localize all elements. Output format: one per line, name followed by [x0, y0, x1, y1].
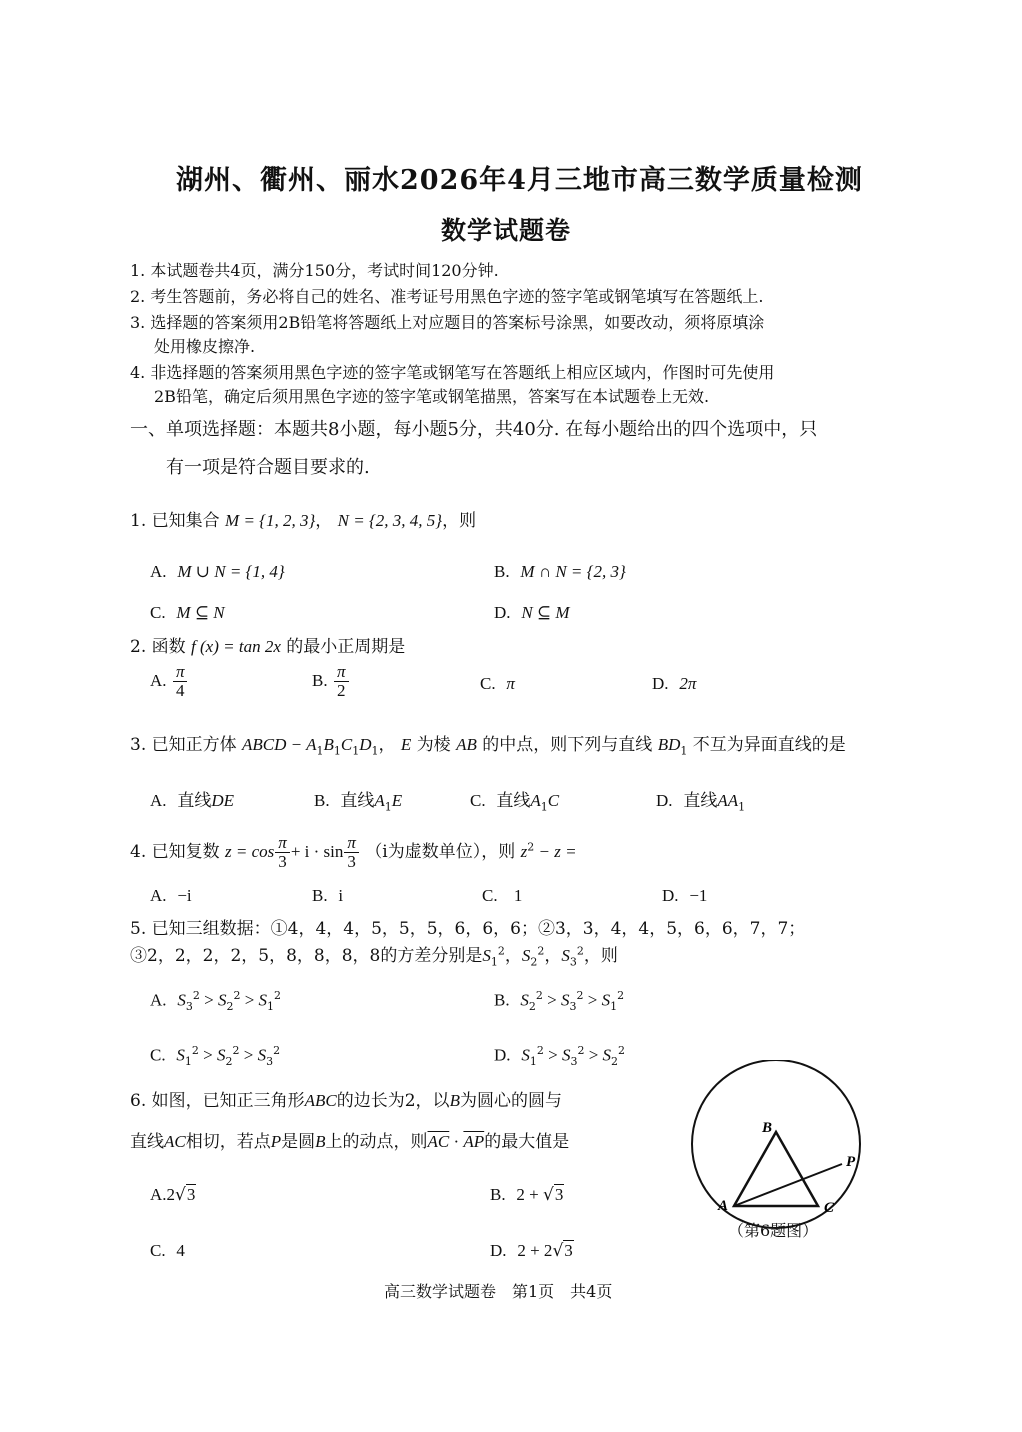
q3-option-a[interactable]: A. 直线DE — [150, 791, 235, 811]
note-1: 1. 本试题卷共4页，满分150分，考试时间120分钟. — [130, 261, 499, 280]
note-3-cont: 处用橡皮擦净. — [154, 337, 256, 356]
q4-option-d[interactable]: D. −1 — [662, 886, 708, 905]
section-heading-cont: 有一项是符合题目要求的. — [166, 457, 370, 478]
q1-stem: 1. 已知集合 M = {1, 2, 3}， N = {2, 3, 4, 5}，则 — [130, 511, 477, 531]
q5-stem-line1: 5. 已知三组数据：①4，4，4，5，5，5，6，6，6；②3，3，4，4，5，6，6，7，7； — [130, 919, 806, 939]
page-footer: 高三数学试题卷 第1页 共4页 — [384, 1282, 613, 1301]
note-4: 4. 非选择题的答案须用黑色字迹的签字笔或钢笔写在答题纸上相应区域内，作图时可先使用 — [130, 363, 775, 382]
q6-option-a[interactable]: A.2√3 — [150, 1185, 196, 1205]
q3-stem: 3. 已知正方体 ABCD − $A_1B_1C_1D_1$， E 为棱 AB 的中点，则下列与直线 $BD_1$ 不互为异面直线的是 — [130, 735, 846, 758]
q2-option-a[interactable]: A. $\frac{\pi}{4}$ — [150, 663, 188, 700]
q6-stem-line1: 6. 如图，已知正三角形ABC的边长为2，以B为圆心的圆与 — [130, 1091, 562, 1111]
q5-option-c[interactable]: C. $S_1^2 > S_2^2 > S_3^2$ — [150, 1044, 281, 1069]
q4-option-b[interactable]: B. i — [312, 886, 344, 905]
note-2: 2. 考生答题前，务必将自己的姓名、准考证号用黑色字迹的签字笔或钢笔填写在答题纸上. — [130, 287, 764, 306]
figure-label-a: A — [718, 1198, 729, 1214]
q2-stem: 2. 函数 f (x) = tan 2x 的最小正周期是 — [130, 637, 406, 657]
note-3: 3. 选择题的答案须用2B铅笔将答题纸上对应题目的答案标号涂黑，如要改动，须将原填涂 — [130, 313, 765, 332]
figure-label-c: C — [824, 1200, 835, 1216]
q6-option-b[interactable]: B. 2 + √3 — [490, 1185, 564, 1205]
q2-option-c[interactable]: C. π — [480, 674, 515, 693]
q1-option-c[interactable]: C. M ⊆ N — [150, 603, 225, 622]
page-title: 湖州、衢州、丽水2026年4月三地市高三数学质量检测 — [176, 165, 863, 196]
section-heading: 一、单项选择题：本题共8小题，每小题5分，共40分. 在每小题给出的四个选项中，只 — [130, 419, 818, 440]
q3-option-b[interactable]: B. 直线$A_1E$ — [314, 791, 403, 814]
q6-stem-line2: 直线AC相切，若点P是圆B上的动点，则$\overline{AC} \cdot \overline{AP}$的最大值是 — [130, 1132, 570, 1152]
q5-option-d[interactable]: D. $S_1^2 > S_3^2 > S_2^2$ — [494, 1044, 626, 1069]
q1-option-a[interactable]: A. M ∪ N = {1, 4} — [150, 562, 285, 581]
q2-option-d[interactable]: D. 2π — [652, 674, 697, 693]
figure-label-b: B — [762, 1120, 773, 1136]
figure-triangle — [734, 1132, 818, 1206]
q3-option-c[interactable]: C. 直线$A_1C$ — [470, 791, 560, 814]
q2-option-b[interactable]: B. $\frac{\pi}{2}$ — [312, 663, 350, 700]
q1-option-b[interactable]: B. M ∩ N = {2, 3} — [494, 562, 626, 581]
q5-stem-line2: ③2，2，2，2，5，8，8，8，8的方差分别是$S_1^2$，$S_2^2$，$S_3^2$，则 — [130, 944, 618, 969]
page-subtitle: 数学试题卷 — [441, 216, 572, 245]
q4-stem: 4. 已知复数 z = cos $\frac{\pi}{3}$ + i · sin $\frac{\pi}{3}$ （i为虚数单位），则 $z^2 - z$ = — [130, 833, 577, 871]
figure-caption: （第6题图） — [728, 1221, 819, 1240]
q5-option-a[interactable]: A. $S_3^2 > S_2^2 > S_1^2$ — [150, 989, 282, 1014]
q4-option-a[interactable]: A. −i — [150, 886, 192, 905]
q6-option-d[interactable]: D. 2 + 2√3 — [490, 1241, 573, 1261]
q4-option-c[interactable]: C. 1 — [482, 886, 523, 905]
q1-option-d[interactable]: D. N ⊆ M — [494, 603, 570, 622]
q6-option-c[interactable]: C. 4 — [150, 1241, 185, 1260]
q3-option-d[interactable]: D. 直线$AA_1$ — [656, 791, 746, 814]
note-4-cont: 2B铅笔，确定后须用黑色字迹的签字笔或钢笔描黑，答案写在本试题卷上无效. — [154, 387, 710, 406]
q5-option-b[interactable]: B. $S_2^2 > S_3^2 > S_1^2$ — [494, 989, 625, 1014]
figure-label-p: P — [846, 1154, 856, 1170]
